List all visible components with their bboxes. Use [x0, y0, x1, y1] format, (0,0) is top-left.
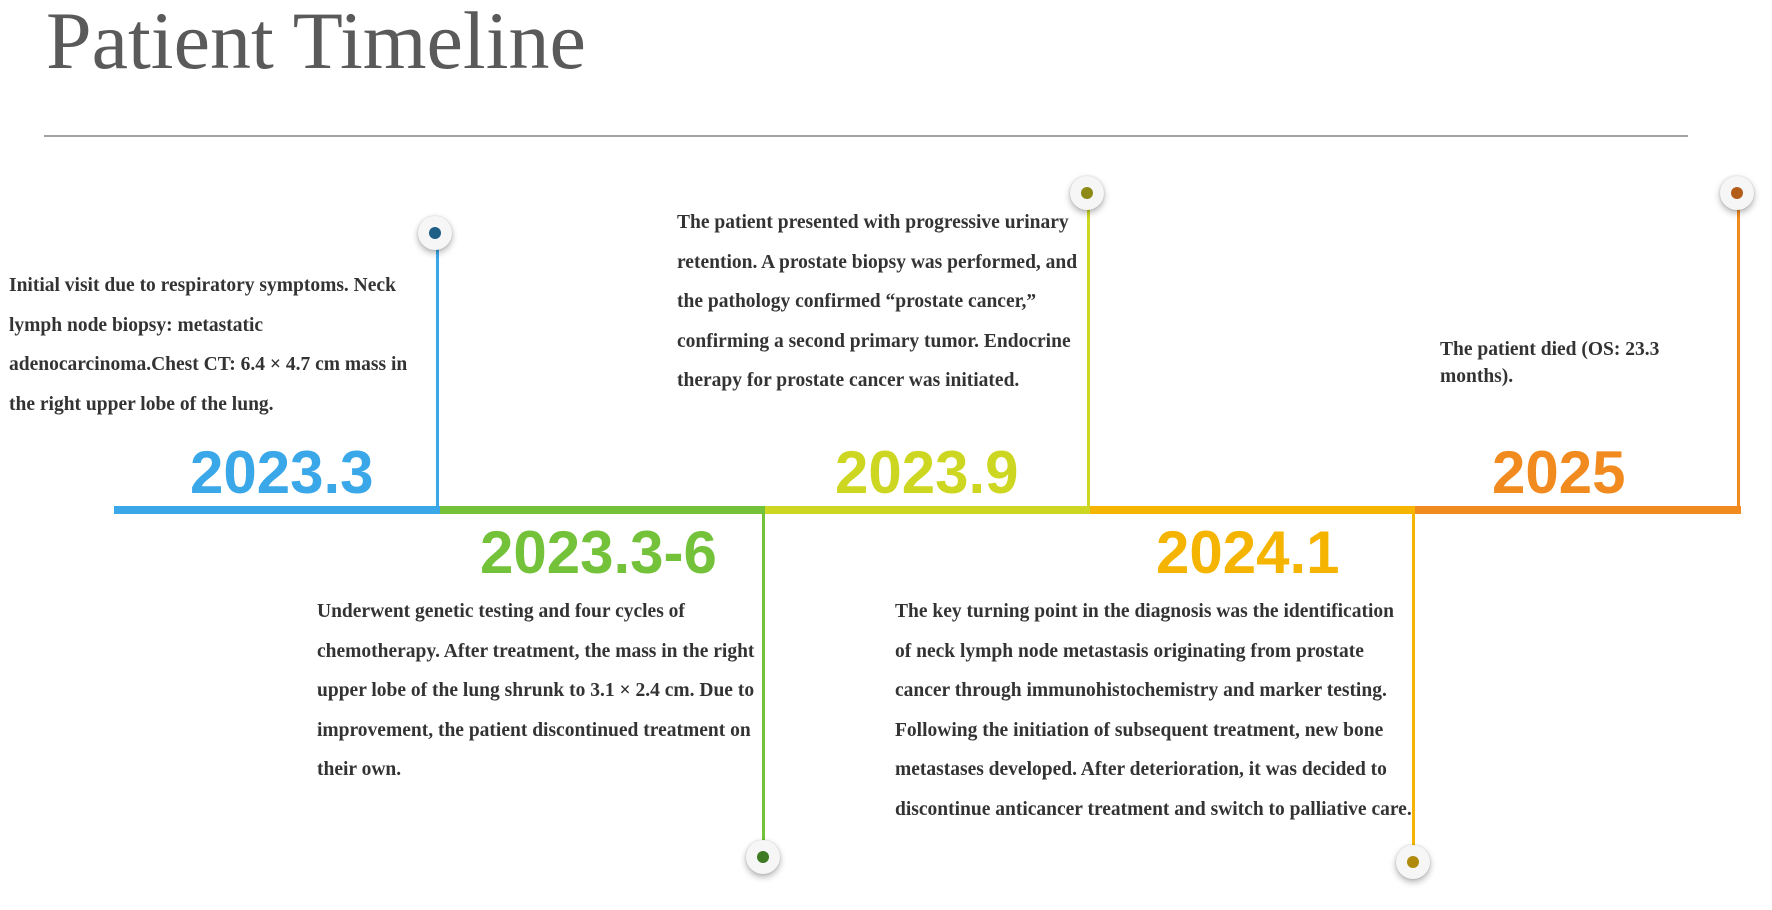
- event-text-2025: The patient died (OS: 23.3 months).: [1440, 339, 1660, 387]
- marker-dot-2023-3-6: [746, 840, 780, 874]
- marker-dot-core: [1407, 856, 1419, 868]
- event-text-2023-3-6: Underwent genetic testing and four cycles of chemotherapy. After treatment, the mass in the right upper lobe of the lung shrunk to 3.1 × 2.4 cm. Due to improvement, the patient discontinued treatment on their own.: [317, 601, 755, 780]
- marker-dot-core: [1081, 187, 1093, 199]
- stem-2023-3: [436, 232, 439, 512]
- year-2025: 2025: [1492, 439, 1626, 506]
- page-title: Patient Timeline: [46, 0, 586, 86]
- event-text-2024-1: The key turning point in the diagnosis was the identification of neck lymph node metastasis originating from prostate cancer through immunohistochemistry and marker testing. Following the initiation of subsequent treatment, new bone metastases developed. After deterioration, it was decided to discontinue anticancer treatment and switch to palliative care.: [895, 601, 1412, 820]
- timeline-segment-2: [440, 506, 765, 514]
- event-text-2023-3: Initial visit due to respiratory symptoms. Neck lymph node biopsy: metastatic adenocarcinoma.Chest CT: 6.4 × 4.7 cm mass in the right upper lobe of the lung.: [9, 275, 408, 415]
- year-2023-3-6: 2023.3-6: [480, 519, 717, 586]
- timeline-segment-5: [1415, 506, 1741, 514]
- stem-2023-3-6: [762, 508, 765, 854]
- timeline-segment-3: [765, 506, 1090, 514]
- marker-dot-core: [429, 227, 441, 239]
- marker-dot-core: [757, 851, 769, 863]
- marker-dot-core: [1731, 187, 1743, 199]
- year-2023-9: 2023.9: [835, 439, 1019, 506]
- timeline-segment-4: [1090, 506, 1415, 514]
- stem-2025: [1737, 192, 1740, 512]
- timeline-segment-1: [114, 506, 440, 514]
- marker-dot-2024-1: [1396, 845, 1430, 879]
- event-text-2023-9: The patient presented with progressive urinary retention. A prostate biopsy was performed, and the pathology confirmed “prostate cancer,” confirming a second primary tumor. Endocrine therapy for prostate cancer was initiated.: [677, 212, 1078, 391]
- marker-dot-2023-3: [418, 216, 452, 250]
- year-2023-3: 2023.3: [190, 439, 374, 506]
- marker-dot-2025: [1720, 176, 1754, 210]
- title-divider: [44, 135, 1688, 137]
- year-2024-1: 2024.1: [1156, 519, 1340, 586]
- stem-2023-9: [1087, 192, 1090, 512]
